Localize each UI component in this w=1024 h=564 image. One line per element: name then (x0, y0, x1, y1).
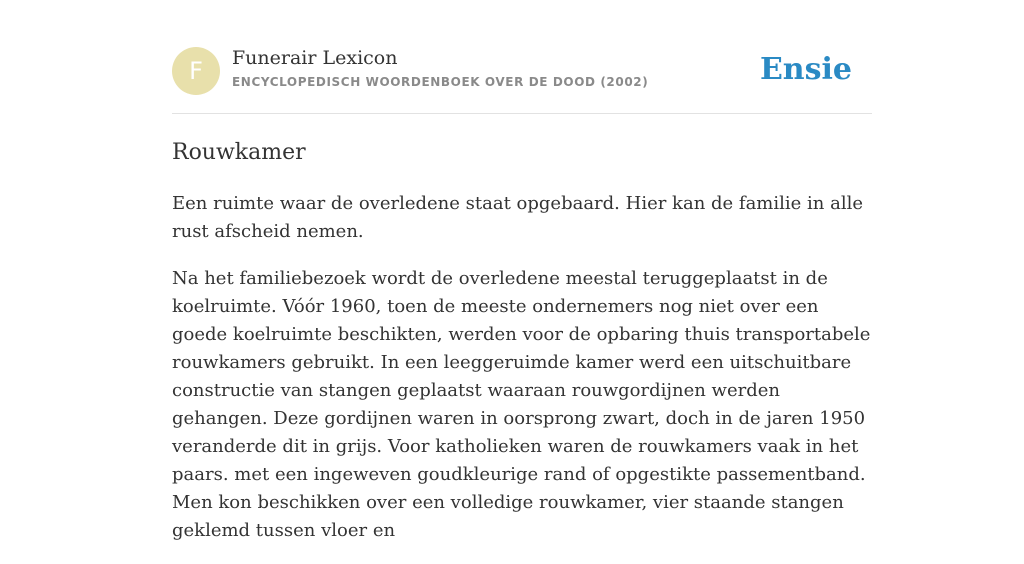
header-divider (172, 113, 872, 114)
source-subtitle: ENCYCLOPEDISCH WOORDENBOEK OVER DE DOOD (2002) (232, 75, 649, 89)
entry-paragraph: Na het familiebezoek wordt de overledene meestal teruggeplaatst in de koelruimte. Vóór 1960, toen de meeste ondernemers nog niet over een goede koelruimte beschikten, werden voor de opbaring thuis transportabele rouwkamers gebruikt. In een leeggeruimde kamer werd een uitschuitbare constructie van stangen geplaatst waaraan rouwgordijnen werden gehangen. Deze gordijnen waren in oorsprong zwart, doch in de jaren 1950 veranderde dit in grijs. Voor katholieken waren de rouwkamers vaak in het paars. met een ingeweven goudkleurige rand of opgestikte passementband. Men kon beschikken over een volledige rouwkamer, vier staande stangen geklemd tussen vloer en (172, 268, 871, 541)
entry-title: Rouwkamer (172, 140, 306, 165)
ensie-logo[interactable]: Ensie (759, 52, 852, 87)
entry-content (172, 190, 872, 564)
source-avatar[interactable]: F (172, 47, 220, 95)
source-header (172, 46, 872, 96)
entry-paragraph: Een ruimte waar de overledene staat opgebaard. Hier kan de familie in alle rust afscheid nemen. (172, 193, 863, 242)
source-title[interactable]: Funerair Lexicon (232, 47, 398, 69)
